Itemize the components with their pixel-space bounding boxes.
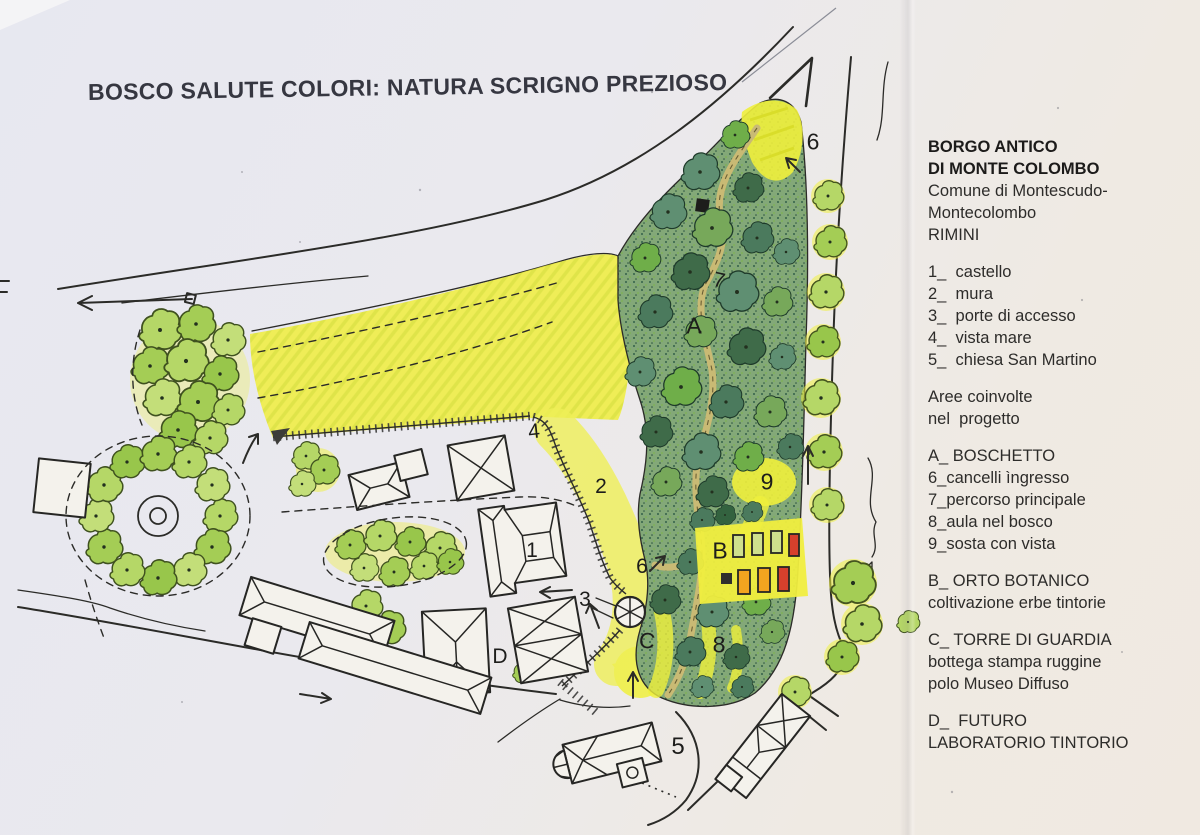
legend-line: bottega stampa ruggine [928, 653, 1102, 671]
legend-section-orto [928, 570, 1190, 614]
legend-line: nel progetto [928, 410, 1020, 428]
guard-tower [592, 597, 645, 627]
legend-line: 8_aula nel bosco [928, 513, 1053, 531]
garden-bed [778, 567, 789, 591]
map-label-boschetto: A [686, 312, 702, 339]
legend-line: 5_ chiesa San Martino [928, 351, 1097, 369]
legend-section-futuro [928, 710, 1190, 754]
building [394, 449, 427, 481]
legend-line: B_ ORTO BOTANICO [928, 572, 1090, 590]
legend-line: DI MONTE COLOMBO [928, 160, 1100, 178]
map-label-vista-mare: 4 [526, 419, 541, 444]
legend-line: 2_ mura [928, 285, 994, 303]
building [448, 435, 515, 500]
map-label-cancello-nord: 6 [806, 128, 820, 155]
building [715, 694, 810, 801]
paper-crease [900, 0, 916, 835]
map-label-castello: 1 [526, 539, 538, 562]
map-label-sosta-vista: 9 [760, 468, 774, 495]
garden-bed [771, 531, 782, 553]
building-partial [33, 458, 90, 517]
map-label-laboratorio: D [492, 645, 508, 668]
garden-bed [789, 534, 799, 556]
garden-bed [738, 570, 750, 594]
legend-line: 9_sosta con vista [928, 535, 1056, 553]
legend-section-torre [928, 629, 1190, 695]
legend-section-borgo [928, 136, 1190, 246]
fountain [138, 496, 178, 536]
legend-panel [928, 136, 1190, 769]
legend-section-numeri [928, 261, 1190, 371]
legend-section-aree [928, 386, 1190, 430]
legend-line: D_ FUTURO [928, 712, 1027, 730]
forest-boschetto [618, 99, 808, 706]
legend-line: Montecolombo [928, 204, 1037, 222]
legend-line: Aree coinvolte [928, 388, 1033, 406]
map-label-percorso: 7 [710, 268, 728, 293]
page-title: BOSCO SALUTE COLORI: NATURA SCRIGNO PREZIOSO [87, 68, 728, 106]
map-label-torre-guardia: C [637, 627, 657, 654]
legend-line: polo Museo Diffuso [928, 675, 1069, 693]
garden-bed [733, 535, 744, 557]
legend-line: 6_cancelli ìngresso [928, 469, 1070, 487]
garden-bed [752, 533, 763, 555]
garden-marker [721, 573, 732, 584]
map-label-porta: 3 [579, 588, 591, 611]
map-label-chiesa: 5 [671, 733, 685, 760]
legend-line: A_ BOSCHETTO [928, 447, 1056, 465]
legend-line: RIMINI [928, 226, 980, 244]
garden-bed [758, 568, 770, 592]
map-label-cancello-est: 6 [636, 555, 648, 578]
building [508, 597, 588, 684]
legend-line: 1_ castello [928, 263, 1012, 281]
map-label-aula-bosco: 8 [712, 631, 726, 658]
legend-line: 4_ vista mare [928, 329, 1032, 347]
legend-line: BORGO ANTICO [928, 138, 1058, 156]
legend-line: 7_percorso principale [928, 491, 1086, 509]
legend-section-boschetto [928, 445, 1190, 555]
map-label-mura: 2 [595, 475, 607, 498]
legend-line: coltivazione erbe tintorie [928, 594, 1106, 612]
legend-line: C_ TORRE DI GUARDIA [928, 631, 1112, 649]
church-san-martino [549, 722, 665, 802]
legend-line: LABORATORIO TINTORIO [928, 734, 1129, 752]
map-label-orto-botanico: B [712, 537, 728, 564]
legend-line: Comune di Montescudo- [928, 182, 1108, 200]
building-castello [478, 499, 567, 597]
legend-line: 3_ porte di accesso [928, 307, 1076, 325]
